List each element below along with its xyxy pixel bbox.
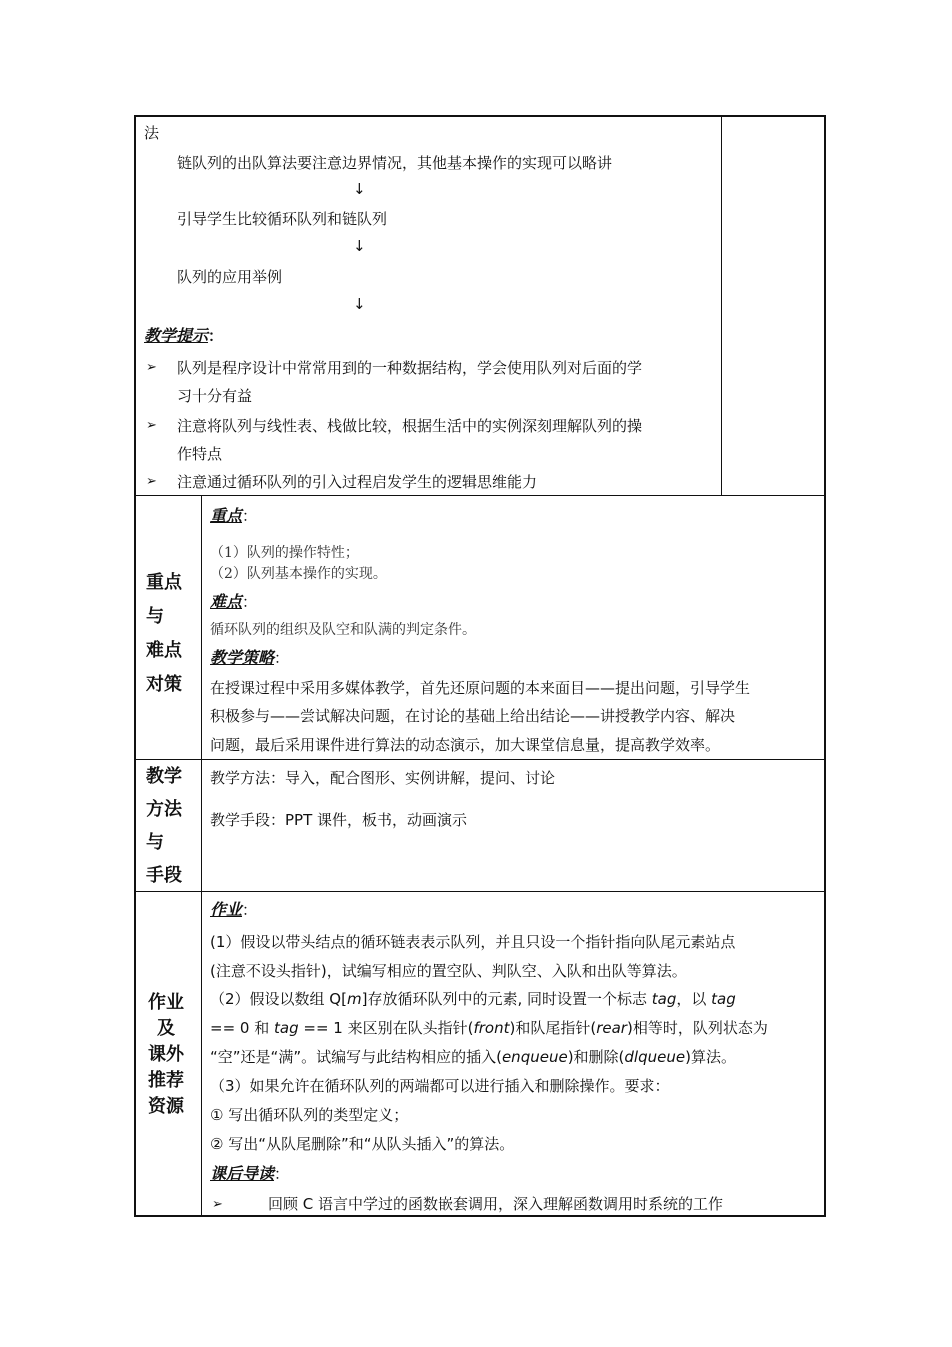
q2b-eq-2: == xyxy=(298,1019,334,1037)
hint-heading xyxy=(144,326,223,346)
label-methods-4: 手段 xyxy=(146,865,182,886)
q2a-text-3: ，以 xyxy=(676,990,712,1008)
diff-colon: ： xyxy=(242,593,258,611)
question-3b: ② 写出“从队尾删除”和“从队头插入”的算法。 xyxy=(210,1135,515,1153)
reading-item-1: 回顾 C 语言中学过的函数嵌套调用，深入理解函数调用时系统的工作 xyxy=(268,1195,724,1213)
label-methods-2: 方法 xyxy=(146,799,182,820)
hint-bullet-2b: 作特点 xyxy=(177,445,223,463)
bullet-icon: ➢ xyxy=(146,360,157,375)
strategy-heading-text: 教学策略 xyxy=(210,648,275,667)
label-methods-3: 与 xyxy=(146,832,164,853)
q2c-text-3: )算法。 xyxy=(685,1048,736,1066)
strategy-line-3: 问题，最后采用课件进行算法的动态演示，加大课堂信息量，提高教学效率。 xyxy=(210,736,721,754)
text-application: 队列的应用举例 xyxy=(177,268,283,286)
q2a-text-2: ]存放循环队列中的元素, 同时设置一个标志 xyxy=(361,990,652,1008)
hint-bullet-3: 注意通过循环队列的引入过程启发学生的逻辑思维能力 xyxy=(177,473,538,491)
label-homework-3: 课外 xyxy=(148,1044,184,1065)
key-point-1: （1）队列的操作特性； xyxy=(210,545,359,561)
row-teaching-process xyxy=(136,117,824,495)
text-compare: 引导学生比较循环队列和链队列 xyxy=(177,210,388,228)
question-1b: (注意不设头指针)，试编写相应的置空队、判队空、入队和出队等算法。 xyxy=(210,962,687,980)
lesson-plan-table xyxy=(134,115,826,1217)
label-homework-5: 资源 xyxy=(148,1096,184,1117)
label-key-points-1: 重点 xyxy=(146,572,182,593)
q2a-m: m xyxy=(346,990,362,1008)
q2b-tag: tag xyxy=(274,1019,299,1037)
question-3a: ① 写出循环队列的类型定义； xyxy=(210,1106,409,1124)
key-colon: ： xyxy=(242,507,258,525)
label-homework-4: 推荐 xyxy=(148,1070,184,1091)
strategy-heading xyxy=(210,648,289,668)
question-2b xyxy=(210,1018,768,1038)
teaching-method: 教学方法：导入，配合图形、实例讲解，提问、讨论 xyxy=(210,769,556,787)
bullet-icon: ➢ xyxy=(146,418,157,433)
down-arrow-icon: ↓ xyxy=(353,295,366,313)
label-key-points-2: 与 xyxy=(146,606,164,627)
down-arrow-icon: ↓ xyxy=(353,180,366,198)
key-heading-text: 重点 xyxy=(210,506,243,525)
question-3: （3）如果允许在循环队列的两端都可以进行插入和删除操作。要求： xyxy=(210,1077,670,1095)
q2b-eq-1: == xyxy=(210,1019,240,1037)
q2c-dlqueue: dlqueue xyxy=(624,1048,686,1066)
row-key-points xyxy=(136,495,824,759)
diff-heading xyxy=(210,592,257,612)
q2b-text-4: )相等时，队列状态为 xyxy=(626,1019,768,1037)
key-point-2: （2）队列基本操作的实现。 xyxy=(210,566,387,582)
hint-bullet-1b: 习十分有益 xyxy=(177,387,253,405)
reading-heading xyxy=(210,1164,289,1184)
question-2a xyxy=(210,989,736,1009)
q2c-text-2: )和删除( xyxy=(567,1048,625,1066)
divider-label-column xyxy=(201,760,202,891)
q2b-text-2: 1 来区别在队头指针( xyxy=(333,1019,474,1037)
question-1a: (1）假设以带头结点的循环链表表示队列，并且只设一个指针指向队尾元素站点 xyxy=(210,933,736,951)
q2b-rear: rear xyxy=(596,1019,627,1037)
reading-colon: ： xyxy=(274,1165,290,1183)
diff-heading-text: 难点 xyxy=(210,592,243,611)
teaching-means: 教学手段：PPT 课件，板书，动画演示 xyxy=(210,811,468,829)
divider-label-column xyxy=(201,892,202,1215)
divider-right-column xyxy=(721,117,722,495)
label-key-points-3: 难点 xyxy=(146,640,182,661)
hint-bullet-1a: 队列是程序设计中常常用到的一种数据结构，学会使用队列对后面的学 xyxy=(177,359,643,377)
difficulty-1: 循环队列的组织及队空和队满的判定条件。 xyxy=(210,622,476,638)
bullet-icon: ➢ xyxy=(146,474,157,489)
homework-colon: ： xyxy=(242,901,258,919)
q2b-text-1: 0 和 xyxy=(239,1019,274,1037)
key-heading xyxy=(210,506,257,526)
q2a-text-1: （2）假设以数组 Q[ xyxy=(210,990,347,1008)
q2b-front: front xyxy=(473,1019,510,1037)
down-arrow-icon: ↓ xyxy=(353,237,366,255)
text-linked-queue: 链队列的出队算法要注意边界情况，其他基本操作的实现可以略讲 xyxy=(177,154,613,172)
strategy-line-1: 在授课过程中采用多媒体教学，首先还原问题的本来面目——提出问题，引导学生 xyxy=(210,679,751,697)
label-key-points-4: 对策 xyxy=(146,674,182,695)
label-methods-1: 教学 xyxy=(146,766,182,787)
q2a-tag-1: tag xyxy=(651,990,677,1008)
q2c-enqueue: enqueue xyxy=(501,1048,568,1066)
hint-colon: ： xyxy=(208,327,224,345)
bullet-icon: ➢ xyxy=(212,1197,223,1212)
q2c-text-1: “空”还是“满”。试编写与此结构相应的插入( xyxy=(210,1048,502,1066)
homework-heading-text: 作业 xyxy=(210,900,243,919)
question-2c xyxy=(210,1047,736,1067)
strategy-colon: ： xyxy=(274,649,290,667)
strategy-line-2: 积极参与——尝试解决问题，在讨论的基础上给出结论——讲授教学内容、解决 xyxy=(210,707,736,725)
label-homework-1: 作业 xyxy=(148,992,184,1013)
divider-label-column xyxy=(201,496,202,759)
hint-heading-text: 教学提示 xyxy=(144,326,209,345)
hint-bullet-2a: 注意将队列与线性表、栈做比较，根据生活中的实例深刻理解队列的操 xyxy=(177,417,643,435)
label-homework-2: 及 xyxy=(157,1018,175,1039)
row-homework xyxy=(136,891,824,1215)
q2a-tag-2: tag xyxy=(711,990,736,1008)
reading-heading-text: 课后导读 xyxy=(210,1164,275,1183)
text-fa: 法 xyxy=(144,124,160,142)
q2b-text-3: )和队尾指针( xyxy=(509,1019,597,1037)
row-methods xyxy=(136,759,824,891)
homework-heading xyxy=(210,900,257,920)
